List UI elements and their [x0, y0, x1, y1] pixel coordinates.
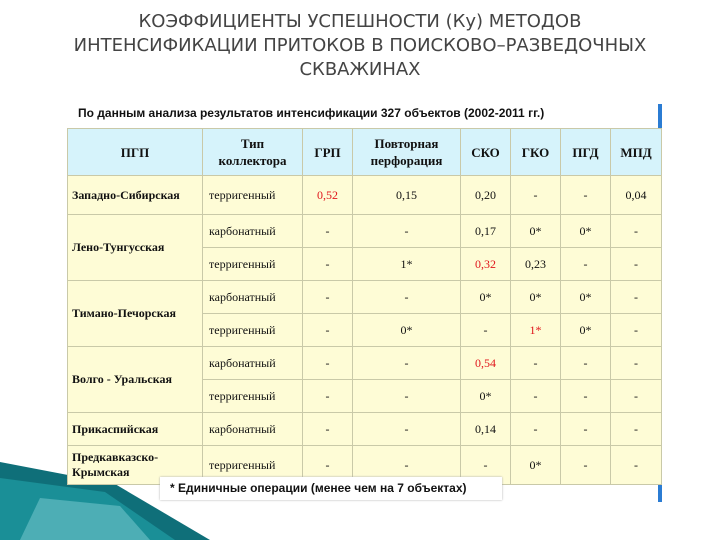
table-row — [68, 413, 662, 446]
region-cell: Волго - Уральская — [68, 347, 203, 413]
value-cell: 0* — [353, 314, 461, 347]
title-line-2: ИНТЕНСИФИКАЦИИ ПРИТОКОВ В ПОИСКОВО–РАЗВЕДОЧНЫХ — [73, 35, 647, 56]
region-cell: Тимано-Печорская — [68, 281, 203, 347]
header-collector-type: Тип коллектора — [203, 129, 303, 176]
value-cell: - — [511, 380, 561, 413]
value-cell: - — [511, 176, 561, 215]
value-cell: - — [611, 347, 662, 380]
value-cell: - — [303, 413, 353, 446]
value-cell: - — [611, 215, 662, 248]
value-cell: 0,17 — [461, 215, 511, 248]
value-cell: - — [611, 413, 662, 446]
region-cell: Прикаспийская — [68, 413, 203, 446]
value-cell: - — [303, 347, 353, 380]
value-cell: - — [611, 281, 662, 314]
value-cell: 0,14 — [461, 413, 511, 446]
header-pgd: ПГД — [561, 129, 611, 176]
value-cell: 0,23 — [511, 248, 561, 281]
region-cell: Предкавказско-Крымская — [68, 446, 203, 485]
value-cell: - — [353, 380, 461, 413]
value-cell: 0,54 — [461, 347, 511, 380]
value-cell: 0* — [511, 215, 561, 248]
value-cell: - — [353, 413, 461, 446]
value-cell: - — [511, 347, 561, 380]
value-cell: - — [611, 380, 662, 413]
value-cell: - — [611, 446, 662, 485]
table-header-row — [68, 129, 662, 176]
value-cell: 0* — [561, 215, 611, 248]
value-cell: - — [303, 281, 353, 314]
value-cell: 0* — [511, 446, 561, 485]
value-cell: - — [303, 248, 353, 281]
collector-type-cell: терригенный — [203, 176, 303, 215]
header-grp: ГРП — [303, 129, 353, 176]
header-reperforation: Повторная перфорация — [353, 129, 461, 176]
value-cell: - — [461, 446, 511, 485]
table-row — [68, 215, 662, 248]
collector-type-cell: карбонатный — [203, 413, 303, 446]
header-mpd: МПД — [611, 129, 662, 176]
collector-type-cell: карбонатный — [203, 281, 303, 314]
value-cell: - — [303, 215, 353, 248]
value-cell: 0,15 — [353, 176, 461, 215]
value-cell: - — [353, 215, 461, 248]
header-gko: ГКО — [511, 129, 561, 176]
value-cell: 1* — [353, 248, 461, 281]
table-row — [68, 347, 662, 380]
value-cell: - — [611, 248, 662, 281]
footnote: * Единичные операции (менее чем на 7 объектах) — [160, 477, 502, 500]
value-cell: - — [561, 380, 611, 413]
value-cell: - — [611, 314, 662, 347]
value-cell: - — [511, 413, 561, 446]
header-pgp: ПГП — [68, 129, 203, 176]
region-cell: Западно-Сибирская — [68, 176, 203, 215]
collector-type-cell: терригенный — [203, 314, 303, 347]
value-cell: 0* — [511, 281, 561, 314]
collector-type-cell: карбонатный — [203, 347, 303, 380]
header-sko: СКО — [461, 129, 511, 176]
value-cell: 0,20 — [461, 176, 511, 215]
value-cell: - — [561, 446, 611, 485]
success-coefficients-table — [67, 128, 662, 485]
value-cell: - — [561, 413, 611, 446]
value-cell: 0* — [461, 380, 511, 413]
title-line-1: КОЭФФИЦИЕНТЫ УСПЕШНОСТИ (Ку) МЕТОДОВ — [138, 11, 582, 32]
value-cell: 0* — [561, 281, 611, 314]
value-cell: 0* — [461, 281, 511, 314]
value-cell: - — [353, 347, 461, 380]
value-cell: - — [353, 446, 461, 485]
table-row — [68, 281, 662, 314]
value-cell: - — [303, 446, 353, 485]
value-cell: 0,32 — [461, 248, 511, 281]
value-cell: - — [561, 347, 611, 380]
value-cell: - — [461, 314, 511, 347]
value-cell: 0,52 — [303, 176, 353, 215]
collector-type-cell: терригенный — [203, 380, 303, 413]
region-cell: Лено-Тунгусская — [68, 215, 203, 281]
value-cell: - — [303, 380, 353, 413]
collector-type-cell: карбонатный — [203, 215, 303, 248]
title-line-3: СКВАЖИНАХ — [299, 59, 421, 80]
value-cell: 1* — [511, 314, 561, 347]
value-cell: - — [303, 314, 353, 347]
value-cell: 0,04 — [611, 176, 662, 215]
value-cell: 0* — [561, 314, 611, 347]
value-cell: - — [561, 176, 611, 215]
value-cell: - — [353, 281, 461, 314]
value-cell: - — [561, 248, 611, 281]
collector-type-cell: терригенный — [203, 248, 303, 281]
table-row — [68, 176, 662, 215]
table-caption: По данным анализа результатов интенсификации 327 объектов (2002-2011 гг.) — [78, 106, 545, 120]
collector-type-cell: терригенный — [203, 446, 303, 485]
